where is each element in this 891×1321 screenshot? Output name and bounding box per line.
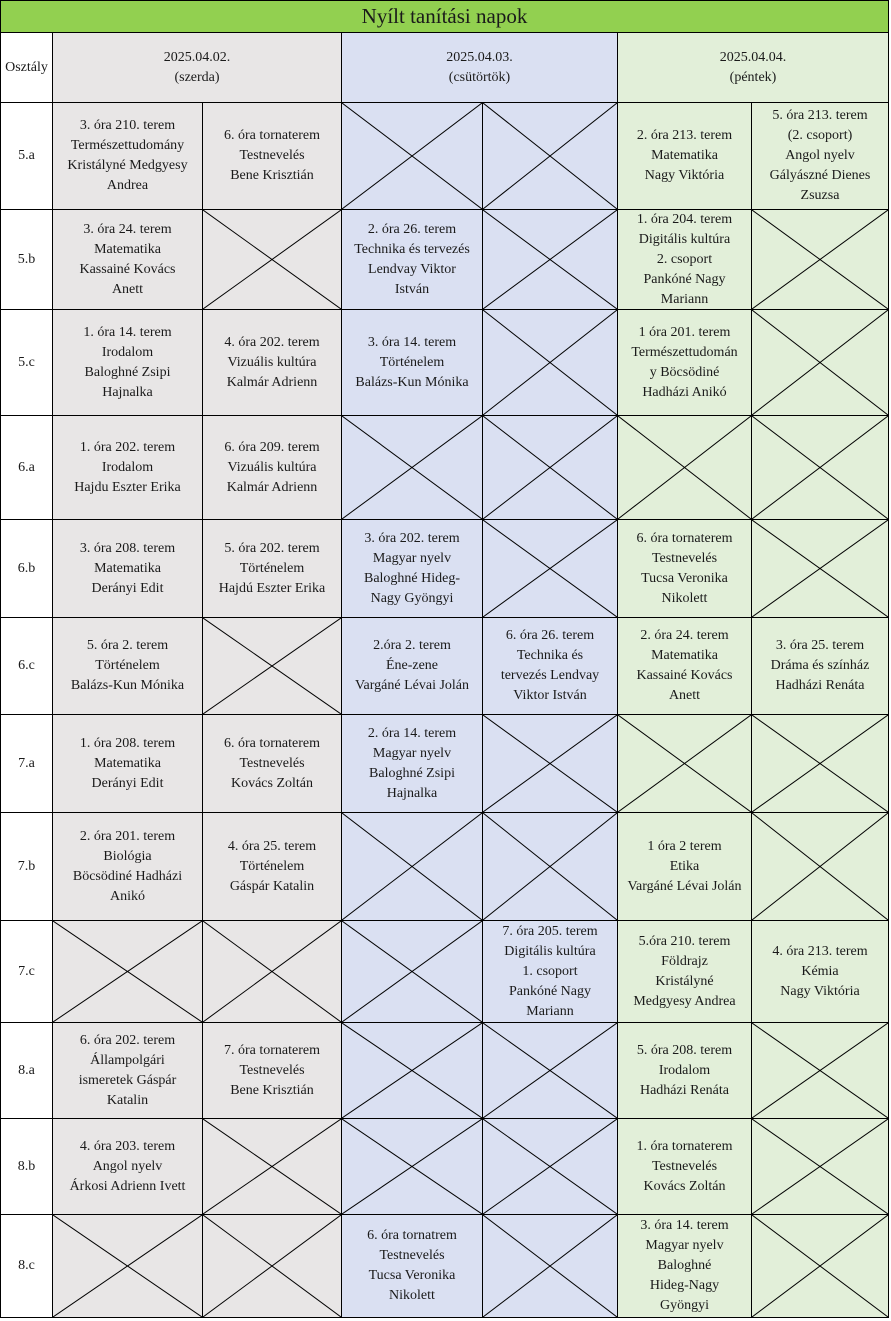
empty-slot-cross-icon [752, 416, 888, 519]
empty-slot-cross-icon [203, 210, 341, 309]
lesson-text: 6. óra tornatrem Testnevelés Tucsa Veronika Nikolett [367, 1228, 457, 1303]
lesson-cell [53, 310, 203, 416]
empty-lesson-cell [752, 416, 889, 520]
lesson-text: 4. óra 25. terem Történelem Gáspár Katalin [227, 838, 317, 894]
lesson-text: 1 óra 201. terem Természettudomán y Böcsödiné Hadházi Anikó [631, 324, 738, 400]
lesson-cell [752, 921, 889, 1023]
empty-lesson-cell [483, 813, 618, 921]
lesson-cell [752, 103, 889, 210]
empty-slot-cross-icon [483, 416, 617, 519]
class-label-cell [0, 921, 53, 1023]
empty-slot-cross-icon [752, 210, 888, 309]
lesson-cell [203, 416, 342, 520]
lesson-text: 2. óra 14. terem Magyar nyelv Baloghné Zsipi Hajnalka [367, 725, 457, 801]
empty-slot-cross-icon [483, 1023, 617, 1118]
lesson-text: 3. óra 25. terem Dráma és színház Hadházi Renáta [770, 638, 870, 693]
lesson-text: 7. óra 205. terem Digitális kultúra 1. csoport Pankóné Nagy Mariann [502, 923, 598, 1019]
empty-lesson-cell [203, 1119, 342, 1215]
class-label-cell [0, 618, 53, 715]
lesson-cell [342, 210, 483, 310]
empty-slot-cross-icon [752, 715, 888, 812]
empty-lesson-cell [752, 520, 889, 618]
empty-lesson-cell [483, 103, 618, 210]
empty-lesson-cell [483, 715, 618, 813]
day-weekday: (péntek) [729, 69, 777, 85]
empty-lesson-cell [752, 813, 889, 921]
lesson-cell [618, 1215, 752, 1318]
day-header-1 [53, 33, 342, 103]
empty-slot-cross-icon [618, 715, 751, 812]
day-date: 2025.04.02. [163, 49, 231, 65]
day-header-text [444, 48, 515, 88]
class-name: 6.b [17, 560, 36, 576]
lesson-cell [203, 520, 342, 618]
empty-slot-cross-icon [203, 618, 341, 714]
empty-lesson-cell [752, 1023, 889, 1119]
class-name: 7.b [17, 858, 36, 874]
class-label-cell [0, 210, 53, 310]
class-label-cell [0, 520, 53, 618]
lesson-text: 5.óra 210. terem Földrajz Kristályné Medgyesy Andrea [633, 933, 736, 1009]
lesson-cell [483, 618, 618, 715]
empty-lesson-cell [203, 921, 342, 1023]
lesson-text: 1. óra 14. terem Irodalom Baloghné Zsipi Hajnalka [83, 324, 172, 400]
day-header-text [718, 48, 789, 88]
empty-slot-cross-icon [752, 520, 888, 617]
empty-lesson-cell [618, 715, 752, 813]
empty-lesson-cell [752, 310, 889, 416]
empty-lesson-cell [203, 210, 342, 310]
class-name: 8.a [18, 1062, 35, 1078]
lesson-text: 1. óra tornaterem Testnevelés Kovács Zoltán [636, 1138, 733, 1194]
lesson-cell [203, 1023, 342, 1119]
class-name: 6.a [18, 459, 35, 475]
lesson-cell [618, 103, 752, 210]
day-header-3 [618, 33, 889, 103]
empty-lesson-cell [752, 1215, 889, 1318]
empty-slot-cross-icon [342, 921, 482, 1022]
class-label-cell [0, 813, 53, 921]
lesson-text: 3. óra 14. terem Magyar nyelv Baloghné Hideg-Nagy Gyöngyi [640, 1218, 729, 1313]
lesson-cell [483, 921, 618, 1023]
lesson-text: 4. óra 203. terem Angol nyelv Árkosi Adrienn Ivett [69, 1138, 186, 1194]
empty-slot-cross-icon [342, 1023, 482, 1118]
lesson-text: 6. óra 209. terem Vizuális kultúra Kalmár Adrienn [224, 439, 320, 495]
lesson-cell [53, 210, 203, 310]
empty-lesson-cell [752, 715, 889, 813]
lesson-text: 7. óra tornaterem Testnevelés Bene Krisztián [223, 1042, 320, 1098]
empty-lesson-cell [483, 416, 618, 520]
lesson-text: 1. óra 204. terem Digitális kultúra 2. csoport Pankóné Nagy Mariann [636, 211, 733, 307]
lesson-cell [618, 921, 752, 1023]
empty-lesson-cell [618, 416, 752, 520]
lesson-text: 1 óra 2 terem Etika Vargáné Lévai Jolán [627, 838, 742, 894]
empty-slot-cross-icon [483, 715, 617, 812]
empty-slot-cross-icon [342, 1119, 482, 1214]
lesson-text: 2. óra 24. terem Matematika Kassainé Kovács Anett [636, 628, 733, 703]
empty-lesson-cell [342, 1119, 483, 1215]
empty-lesson-cell [342, 813, 483, 921]
lesson-cell [342, 618, 483, 715]
day-date: 2025.04.04. [719, 49, 787, 65]
empty-lesson-cell [53, 921, 203, 1023]
class-label-cell [0, 1023, 53, 1119]
empty-slot-cross-icon [203, 1215, 341, 1317]
day-header-2 [342, 33, 618, 103]
lesson-cell [618, 520, 752, 618]
lesson-text: 6. óra tornaterem Testnevelés Bene Krisztián [223, 128, 320, 183]
empty-slot-cross-icon [483, 310, 617, 415]
empty-lesson-cell [342, 103, 483, 210]
lesson-cell [203, 813, 342, 921]
lesson-cell [53, 103, 203, 210]
empty-lesson-cell [483, 520, 618, 618]
empty-slot-cross-icon [53, 1215, 202, 1317]
lesson-cell [53, 1023, 203, 1119]
class-name: 5.b [17, 251, 36, 267]
empty-slot-cross-icon [342, 813, 482, 920]
empty-lesson-cell [483, 310, 618, 416]
lesson-text: 6. óra 26. terem Technika és tervezés Lendvay Viktor István [500, 628, 600, 703]
empty-lesson-cell [53, 1215, 203, 1318]
class-label-cell [0, 310, 53, 416]
empty-lesson-cell [483, 210, 618, 310]
empty-slot-cross-icon [752, 813, 888, 920]
empty-slot-cross-icon [483, 103, 617, 209]
lesson-text: 6. óra tornaterem Testnevelés Kovács Zoltán [223, 735, 320, 791]
class-label-cell [0, 103, 53, 210]
empty-slot-cross-icon [483, 813, 617, 920]
empty-slot-cross-icon [483, 210, 617, 309]
class-name: 7.a [18, 755, 35, 771]
lesson-text: 5. óra 2. terem Történelem Balázs-Kun Mónika [70, 638, 185, 693]
empty-lesson-cell [342, 921, 483, 1023]
lesson-cell [53, 715, 203, 813]
lesson-text: 3. óra 210. terem Természettudomány Kristályné Medgyesy Andrea [67, 118, 188, 193]
lesson-cell [618, 210, 752, 310]
lesson-text: 4. óra 202. terem Vizuális kultúra Kalmár Adrienn [224, 334, 320, 390]
empty-slot-cross-icon [752, 1119, 888, 1214]
empty-slot-cross-icon [203, 1119, 341, 1214]
empty-lesson-cell [342, 416, 483, 520]
empty-lesson-cell [483, 1119, 618, 1215]
class-name: 6.c [18, 658, 35, 673]
table-title: Nyílt tanítási napok [0, 0, 889, 33]
lesson-text: 1. óra 202. terem Irodalom Hajdu Eszter Erika [74, 439, 181, 495]
lesson-cell [203, 103, 342, 210]
lesson-text: 2. óra 213. terem Matematika Nagy Viktória [636, 128, 733, 183]
lesson-cell [342, 520, 483, 618]
class-column-header [0, 33, 53, 103]
lesson-cell [53, 520, 203, 618]
lesson-cell [618, 618, 752, 715]
class-name: 5.a [18, 148, 35, 163]
lesson-text: 5. óra 208. terem Irodalom Hadházi Renáta [636, 1042, 733, 1098]
empty-slot-cross-icon [752, 1023, 888, 1118]
empty-slot-cross-icon [342, 103, 482, 209]
lesson-text: 3. óra 14. terem Történelem Balázs-Kun Mónika [355, 334, 469, 390]
lesson-cell [342, 1215, 483, 1318]
class-name: 7.c [18, 963, 35, 979]
lesson-text: 3. óra 208. terem Matematika Derányi Edit [79, 540, 176, 596]
empty-lesson-cell [752, 210, 889, 310]
lesson-cell [53, 813, 203, 921]
empty-slot-cross-icon [483, 1119, 617, 1214]
lesson-cell [53, 1119, 203, 1215]
lesson-text: 2. óra 201. terem Biológia Böcsödiné Hadházi Anikó [72, 828, 183, 904]
lesson-text: 6. óra 202. terem Állampolgári ismeretek Gáspár Katalin [78, 1032, 177, 1108]
empty-slot-cross-icon [483, 1215, 617, 1317]
lesson-text: 2. óra 26. terem Technika és tervezés Lendvay Viktor István [354, 221, 470, 297]
lesson-text: 5. óra 202. terem Történelem Hajdú Eszter Erika [218, 540, 326, 596]
day-date: 2025.04.03. [446, 49, 513, 65]
empty-slot-cross-icon [618, 416, 751, 519]
class-name: 8.b [17, 1158, 36, 1174]
day-header-text [162, 48, 233, 88]
class-label-cell [0, 1119, 53, 1215]
lesson-cell [342, 715, 483, 813]
lesson-cell [342, 310, 483, 416]
lesson-cell [618, 310, 752, 416]
empty-slot-cross-icon [203, 921, 341, 1022]
class-name: 5.c [18, 354, 35, 370]
empty-lesson-cell [203, 1215, 342, 1318]
day-weekday: (csütörtök) [448, 69, 511, 85]
lesson-cell [618, 1119, 752, 1215]
empty-lesson-cell [483, 1215, 618, 1318]
empty-lesson-cell [752, 1119, 889, 1215]
lesson-text: 3. óra 24. terem Matematika Kassainé Kovács Anett [79, 221, 176, 297]
class-label-cell [0, 1215, 53, 1318]
lesson-text: 6. óra tornaterem Testnevelés Tucsa Veronika Nikolett [636, 530, 733, 606]
empty-slot-cross-icon [752, 310, 888, 415]
lesson-cell [53, 416, 203, 520]
class-label-cell [0, 715, 53, 813]
empty-slot-cross-icon [342, 416, 482, 519]
empty-slot-cross-icon [752, 1215, 888, 1317]
class-name: 8.c [18, 1258, 35, 1273]
lesson-text: 2.óra 2. terem Éne-zene Vargáné Lévai Jolán [354, 638, 470, 693]
class-label-cell [0, 416, 53, 520]
lesson-cell [618, 1023, 752, 1119]
day-weekday: (szerda) [174, 69, 220, 85]
empty-lesson-cell [203, 618, 342, 715]
lesson-cell [203, 310, 342, 416]
empty-slot-cross-icon [483, 520, 617, 617]
lesson-text: 1. óra 208. terem Matematika Derányi Edit [79, 735, 176, 791]
lesson-cell [53, 618, 203, 715]
lesson-cell [203, 715, 342, 813]
empty-slot-cross-icon [53, 921, 202, 1022]
class-column-label: Osztály [5, 59, 48, 75]
lesson-text: 3. óra 202. terem Magyar nyelv Baloghné Hideg- Nagy Gyöngyi [363, 530, 461, 606]
lesson-text: 5. óra 213. terem (2. csoport) Angol nyelv Gályászné Dienes Zsuzsa [769, 108, 871, 203]
lesson-cell [618, 813, 752, 921]
lesson-text: 4. óra 213. terem Kémia Nagy Viktória [772, 943, 868, 999]
empty-lesson-cell [342, 1023, 483, 1119]
lesson-cell [752, 618, 889, 715]
empty-lesson-cell [483, 1023, 618, 1119]
